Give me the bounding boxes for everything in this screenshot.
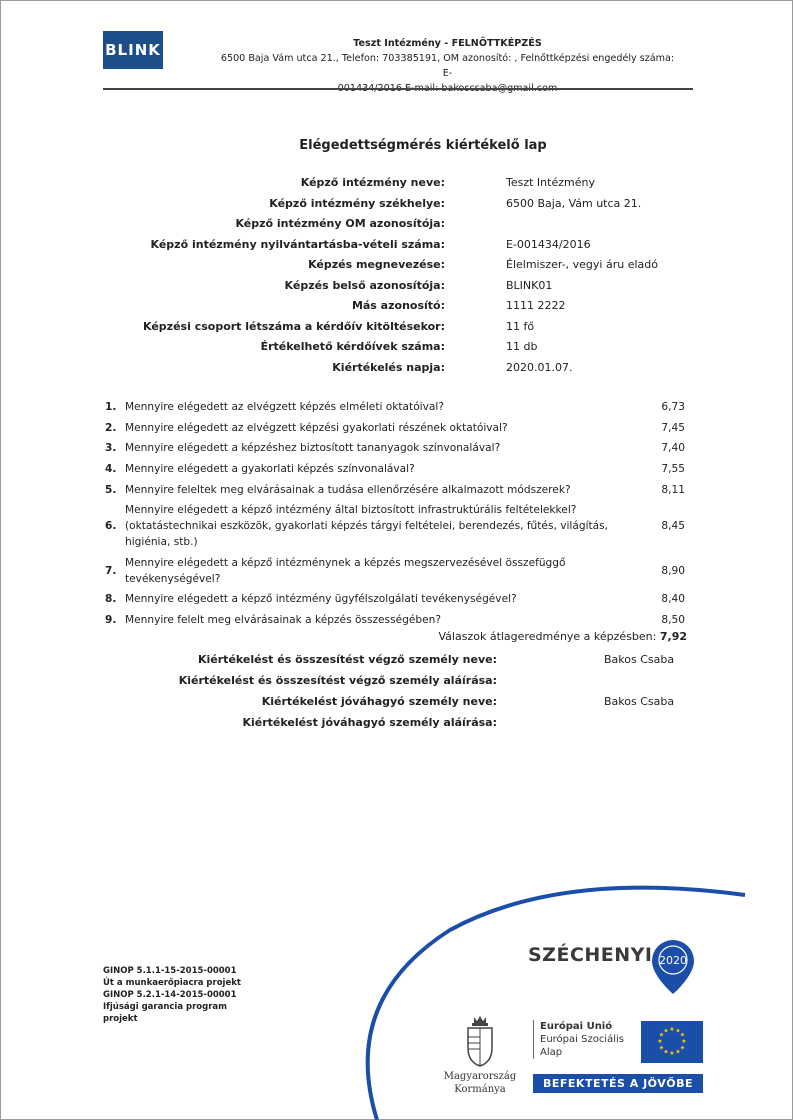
question-text: Mennyire elégedett a gyakorlati képzés színvonalával? bbox=[125, 463, 415, 476]
government-logo-text bbox=[432, 1070, 528, 1096]
svg-text:★: ★ bbox=[658, 1031, 665, 1039]
signature-label: Kiértékelést és összesítést végző személy aláírása: bbox=[178, 674, 497, 687]
info-label: Képző intézmény OM azonosítója: bbox=[235, 217, 445, 230]
project-line: Út a munkaerőpiacra projekt bbox=[103, 978, 241, 988]
header-line-1: 6500 Baja Vám utca 21., Telefon: 703385191, OM azonosító: , Felnőttképzési engedély száma: E- bbox=[220, 53, 675, 79]
question-number: 8. bbox=[105, 593, 117, 606]
kormany-line-1: Magyarország bbox=[443, 1071, 517, 1082]
question-number: 2. bbox=[105, 421, 117, 434]
info-value: Élelmiszer-, vegyi áru eladó bbox=[506, 258, 658, 271]
info-label: Más azonosító: bbox=[351, 299, 445, 312]
szechenyi-pin-icon bbox=[650, 938, 696, 996]
info-value: E-001434/2016 bbox=[506, 237, 591, 251]
question-text: Mennyire elégedett a képző intézmény ügyfélszolgálati tevékenységével? bbox=[125, 593, 517, 606]
signature-value: Bakos Csaba bbox=[604, 653, 675, 666]
question-number: 9. bbox=[105, 614, 117, 627]
question-number: 3. bbox=[105, 442, 117, 455]
eu-line-1: Európai Unió bbox=[540, 1021, 613, 1032]
question-text: Mennyire elégedett a képző intézmény által biztosított infrastruktúrális feltételekkel? (oktatástechnikai eszközök, gyakorlati képzés tárgyi feltételei, berendezés, fűtés, világítás, higiénia, stb.) bbox=[125, 504, 609, 549]
project-line: GINOP 5.1.1-15-2015-00001 bbox=[103, 966, 237, 976]
question-score: 7,40 bbox=[661, 442, 685, 455]
svg-text:★: ★ bbox=[675, 1027, 681, 1035]
eu-line-2: Európai Szociális bbox=[540, 1034, 624, 1045]
question-text: Mennyire elégedett az elvégzett képzés elméleti oktatóival? bbox=[125, 401, 444, 414]
page-title: Elégedettségmérés kiértékelő lap bbox=[299, 138, 547, 153]
question-text: Mennyire elégedett az elvégzett képzési gyakorlati részének oktatóival? bbox=[125, 421, 508, 434]
eu-line-3: Alap bbox=[540, 1047, 563, 1058]
question-score: 8,40 bbox=[661, 593, 685, 606]
szechenyi-logo-text: SZÉCHENYI bbox=[528, 944, 653, 966]
info-value: 1111 2222 bbox=[506, 299, 566, 312]
info-value: 11 db bbox=[506, 340, 538, 353]
svg-text:★: ★ bbox=[669, 1026, 675, 1033]
svg-text:★: ★ bbox=[663, 1027, 669, 1035]
signature-label: Kiértékelést jóváhagyó személy neve: bbox=[261, 695, 497, 708]
info-value: Teszt Intézmény bbox=[506, 176, 595, 189]
info-label: Képzési csoport létszáma a kérdőív kitöltésekor: bbox=[143, 319, 445, 333]
info-value: 2020.01.07. bbox=[506, 360, 573, 374]
question-score: 8,45 bbox=[661, 520, 685, 533]
info-value: 6500 Baja, Vám utca 21. bbox=[506, 196, 642, 210]
svg-text:★: ★ bbox=[681, 1038, 687, 1045]
signature-label: Kiértékelést és összesítést végző személy neve: bbox=[198, 653, 497, 666]
svg-text:★: ★ bbox=[658, 1044, 665, 1052]
info-label: Képzés belső azonosítója: bbox=[284, 278, 445, 292]
signature-value: Bakos Csaba bbox=[604, 695, 675, 708]
question-number: 4. bbox=[105, 463, 117, 476]
befektetes-banner: BEFEKTETÉS A JÖVŐBE bbox=[533, 1074, 703, 1093]
question-number: 7. bbox=[105, 564, 117, 577]
question-text: Mennyire felelt meg elvárásainak a képzés összességében? bbox=[125, 614, 441, 627]
question-number: 5. bbox=[105, 483, 117, 496]
info-label: Képző intézmény nyilvántartásba-vételi száma: bbox=[150, 237, 445, 251]
info-label: Képző intézmény székhelye: bbox=[269, 196, 445, 210]
question-text: Mennyire elégedett a képző intézménynek a képzés megszervezésével összefüggő tevékenységével? bbox=[125, 556, 566, 585]
info-label: Kiértékelés napja: bbox=[332, 360, 445, 374]
svg-text:★: ★ bbox=[663, 1048, 669, 1056]
header-title: Teszt Intézmény - FELNŐTTKÉPZÉS bbox=[353, 38, 542, 49]
svg-text:★: ★ bbox=[669, 1050, 675, 1057]
question-text: Mennyire feleltek meg elvárásainak a tudása ellenőrzésére alkalmazott módszerek? bbox=[125, 483, 571, 496]
info-label: Értékelhető kérdőívek száma: bbox=[260, 340, 445, 353]
question-number: 6. bbox=[105, 520, 117, 533]
svg-text:★: ★ bbox=[675, 1048, 681, 1056]
project-line: GINOP 5.2.1-14-2015-00001 bbox=[103, 990, 237, 1000]
logo-text: BLINK bbox=[105, 41, 161, 59]
svg-text:★: ★ bbox=[657, 1038, 663, 1045]
szechenyi-year: 2020 bbox=[659, 954, 687, 967]
svg-text:★: ★ bbox=[679, 1031, 686, 1039]
question-score: 8,50 bbox=[661, 614, 685, 627]
project-line: projekt bbox=[103, 1014, 138, 1024]
coat-of-arms-icon bbox=[464, 1013, 496, 1067]
question-text: Mennyire elégedett a képzéshez biztosított tananyagok színvonalával? bbox=[125, 442, 501, 455]
svg-text:★: ★ bbox=[679, 1044, 686, 1052]
average-label: Válaszok átlageredménye a képzésben: bbox=[438, 630, 657, 643]
info-label: Képzés megnevezése: bbox=[308, 258, 445, 271]
eu-label bbox=[533, 1020, 636, 1059]
kormany-line-2: Kormánya bbox=[454, 1084, 506, 1095]
info-value: 11 fő bbox=[506, 319, 535, 333]
question-score: 7,45 bbox=[661, 421, 685, 434]
question-score: 8,90 bbox=[661, 564, 685, 577]
question-score: 6,73 bbox=[661, 401, 685, 414]
question-score: 8,11 bbox=[661, 483, 685, 496]
average-value: 7,92 bbox=[659, 630, 687, 643]
signature-label: Kiértékelést jóváhagyó személy aláírása: bbox=[242, 716, 497, 729]
question-number: 1. bbox=[105, 401, 117, 414]
info-label: Képző intézmény neve: bbox=[300, 176, 445, 189]
project-line: Ifjúsági garancia program bbox=[103, 1002, 228, 1012]
info-value: BLINK01 bbox=[506, 278, 553, 292]
question-score: 7,55 bbox=[661, 463, 685, 476]
eu-flag-icon bbox=[641, 1021, 703, 1063]
